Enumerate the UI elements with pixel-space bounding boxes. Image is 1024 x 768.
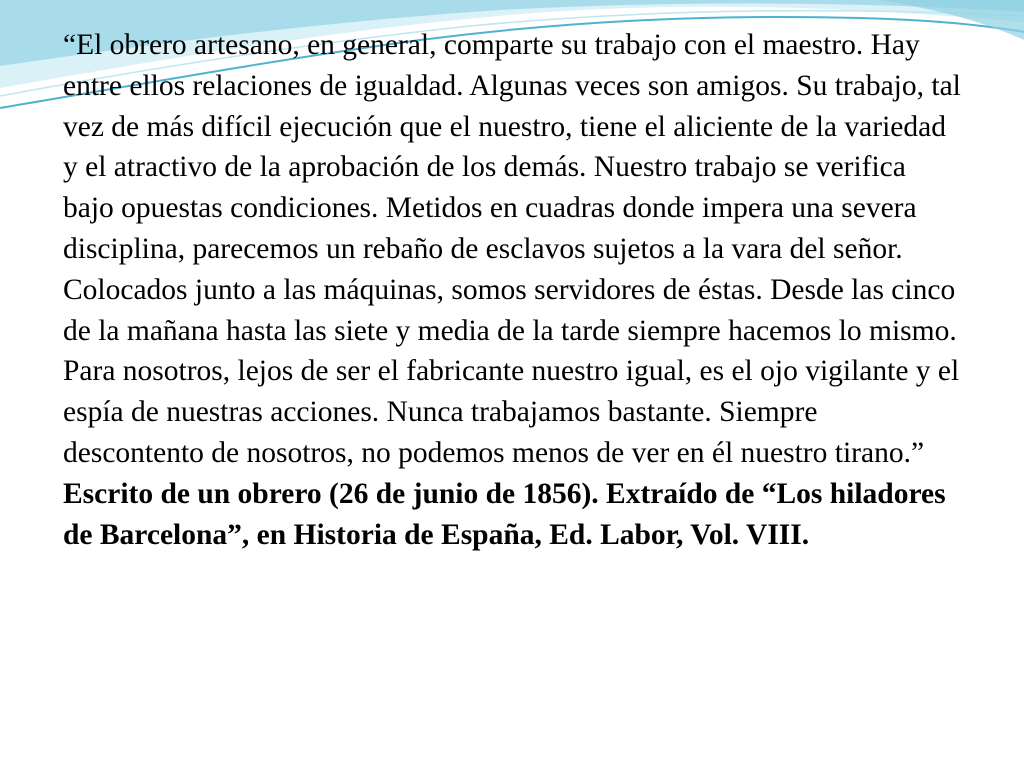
citation: Escrito de un obrero (26 de junio de 1856). Extraído de “Los hiladores de Barcelona”, en Historia de España, Ed. Labor, Vol. VIII. — [63, 477, 946, 551]
quote-text: “El obrero artesano, en general, comparte su trabajo con el maestro. Hay entre ellos relaciones de igualdad. Algunas veces son amigos. Su trabajo, tal vez de más difícil ejecución que el nuestro, tiene el aliciente de la variedad y el atractivo de la aprobación de los demás. Nuestro trabajo se verifica bajo opuestas condiciones. Metidos en cuadras donde impera una severa disciplina, parecemos un rebaño de esclavos sujetos a la vara del señor. Colocados junto a las máquinas, somos servidores de éstas. Desde las cinco de la mañana hasta las siete y media de la tarde siempre hacemos lo mismo. Para nosotros, lejos de ser el fabricante nuestro igual, es el ojo vigilante y el espía de nuestras acciones. Nunca trabajamos bastante. Siempre descontento de nosotros, no podemos menos de ver en él nuestro tirano.” — [63, 29, 961, 469]
quote-block — [63, 25, 963, 555]
